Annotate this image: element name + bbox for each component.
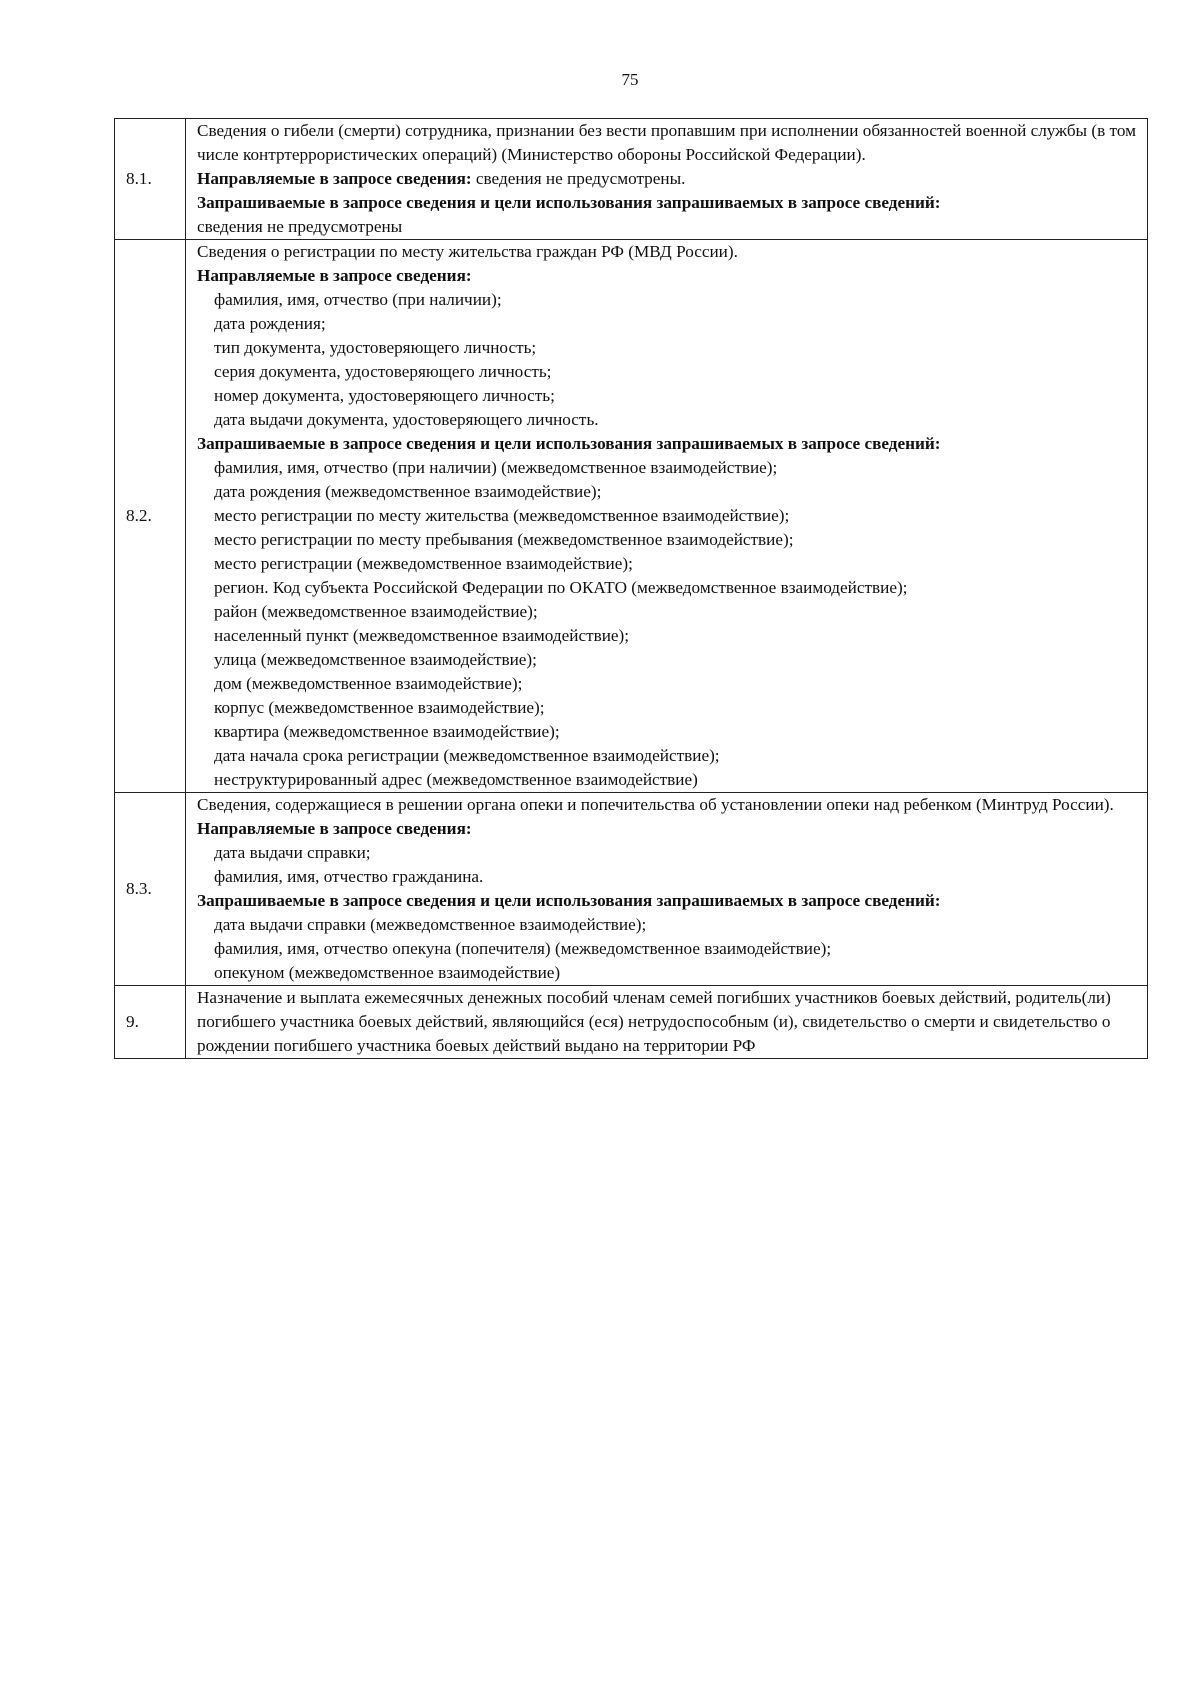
- requested-item: населенный пункт (межведомственное взаимодействие);: [214, 626, 630, 645]
- requested-label: Запрашиваемые в запросе сведения и цели использования запрашиваемых в запросе сведений:: [197, 193, 941, 212]
- requested-item: место регистрации (межведомственное взаимодействие);: [214, 554, 633, 573]
- sent-item: дата выдачи справки;: [214, 843, 371, 862]
- row-content: [186, 986, 1148, 1059]
- row-intro: Сведения, содержащиеся в решении органа опеки и попечительства об установлении опеки над ребенком (Минтруд России).: [197, 795, 1114, 814]
- table-row: [115, 119, 1148, 240]
- requested-item: дата выдачи справки (межведомственное взаимодействие);: [214, 915, 647, 934]
- table-row: [115, 240, 1148, 793]
- row-number: 8.1.: [115, 119, 186, 240]
- sent-section: [197, 167, 1137, 191]
- requested-label: Запрашиваемые в запросе сведения и цели использования запрашиваемых в запросе сведений:: [197, 434, 941, 453]
- row-intro: Сведения о гибели (смерти) сотрудника, признании без вести пропавшим при исполнении обязанностей военной службы (в том числе контртеррористических операций) (Министерство обороны Российской Федерации).: [197, 121, 1136, 164]
- sent-item: фамилия, имя, отчество гражданина.: [214, 867, 484, 886]
- requested-item: квартира (межведомственное взаимодействие);: [214, 722, 560, 741]
- requested-item: место регистрации по месту жительства (межведомственное взаимодействие);: [214, 506, 790, 525]
- row-content: [186, 119, 1148, 240]
- requested-item: место регистрации по месту пребывания (межведомственное взаимодействие);: [214, 530, 794, 549]
- requested-item: район (межведомственное взаимодействие);: [214, 602, 538, 621]
- document-table: [114, 118, 1148, 1059]
- requested-item: улица (межведомственное взаимодействие);: [214, 650, 537, 669]
- requested-label: Запрашиваемые в запросе сведения и цели использования запрашиваемых в запросе сведений:: [197, 891, 941, 910]
- row-number: 8.3.: [115, 793, 186, 986]
- sent-item: серия документа, удостоверяющего личность;: [214, 362, 552, 381]
- sent-item: тип документа, удостоверяющего личность;: [214, 338, 537, 357]
- table-row: [115, 793, 1148, 986]
- sent-item: номер документа, удостоверяющего личность;: [214, 386, 555, 405]
- requested-item: фамилия, имя, отчество опекуна (попечителя) (межведомственное взаимодействие);: [214, 939, 832, 958]
- sent-item: фамилия, имя, отчество (при наличии);: [214, 290, 502, 309]
- requested-item: регион. Код субъекта Российской Федерации по ОКАТО (межведомственное взаимодействие);: [214, 578, 908, 597]
- sent-value: сведения не предусмотрены.: [471, 169, 686, 188]
- sent-item: дата рождения;: [214, 314, 326, 333]
- sent-label: Направляемые в запросе сведения:: [197, 266, 472, 285]
- requested-item: дата начала срока регистрации (межведомственное взаимодействие);: [214, 746, 720, 765]
- row-intro: Назначение и выплата ежемесячных денежных пособий членам семей погибших участников боевых действий, родитель(ли) погибшего участника боевых действий, являющийся (еся) нетрудоспособным (и), свидетельство о смерти и свидетельство о рождении погибшего участника боевых действий выдано на территории РФ: [197, 988, 1111, 1055]
- sent-label: Направляемые в запросе сведения:: [197, 819, 472, 838]
- row-intro: Сведения о регистрации по месту жительства граждан РФ (МВД России).: [197, 242, 738, 261]
- row-content: [186, 240, 1148, 793]
- row-number: 9.: [115, 986, 186, 1059]
- sent-label: Направляемые в запросе сведения:: [197, 169, 472, 188]
- requested-item: корпус (межведомственное взаимодействие);: [214, 698, 545, 717]
- row-number: 8.2.: [115, 240, 186, 793]
- requested-item: опекуном (межведомственное взаимодействие): [214, 963, 561, 982]
- requested-item: неструктурированный адрес (межведомственное взаимодействие): [214, 770, 698, 789]
- table-row: [115, 986, 1148, 1059]
- requested-item: фамилия, имя, отчество (при наличии) (межведомственное взаимодействие);: [214, 458, 778, 477]
- requested-value: сведения не предусмотрены: [197, 217, 403, 236]
- requested-item: дом (межведомственное взаимодействие);: [214, 674, 523, 693]
- row-content: [186, 793, 1148, 986]
- requested-item: дата рождения (межведомственное взаимодействие);: [214, 482, 602, 501]
- sent-item: дата выдачи документа, удостоверяющего личность.: [214, 410, 599, 429]
- page-number: 75: [621, 70, 639, 89]
